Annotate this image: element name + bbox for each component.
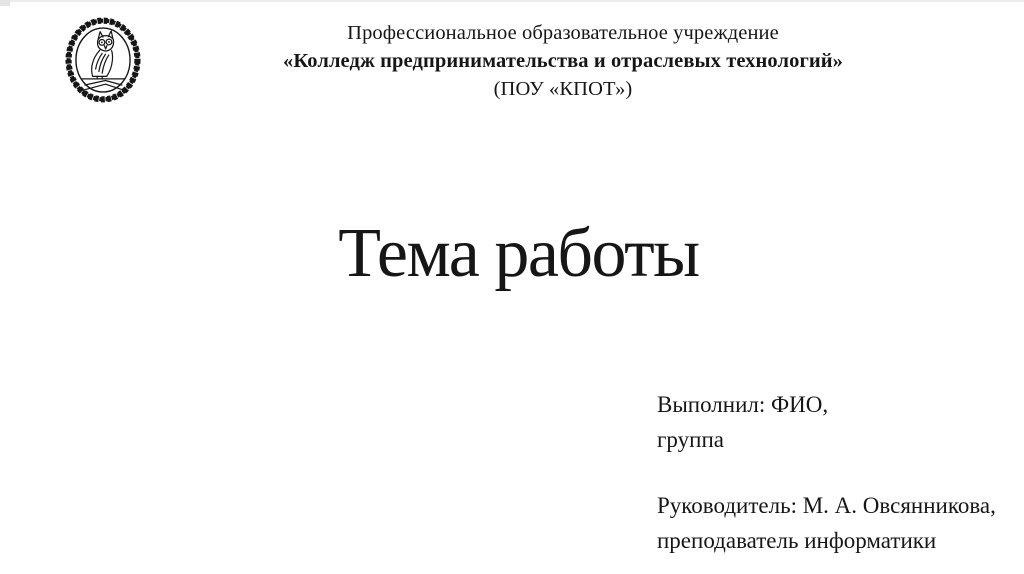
author-credit-line1: Выполнил: ФИО, (657, 392, 829, 417)
supervisor-credit (657, 488, 996, 558)
college-abbreviation-line: (ПОУ «КПОТ») (493, 78, 633, 100)
corner-artifact (0, 0, 10, 6)
author-credit-line2: группа (657, 427, 724, 452)
author-credit (657, 387, 996, 457)
institution-header (102, 19, 1024, 103)
credits-block (657, 387, 996, 558)
institution-type-line: Профессиональное образовательное учреждение (347, 22, 779, 44)
supervisor-credit-line2: преподаватель информатики (657, 528, 937, 553)
college-name-line: «Колледж предпринимательства и отраслевых технологий» (282, 50, 844, 72)
top-edge-line (0, 0, 1024, 2)
slide-title: Тема работы (338, 215, 699, 292)
supervisor-credit-line1: Руководитель: М. А. Овсянникова, (657, 493, 996, 518)
